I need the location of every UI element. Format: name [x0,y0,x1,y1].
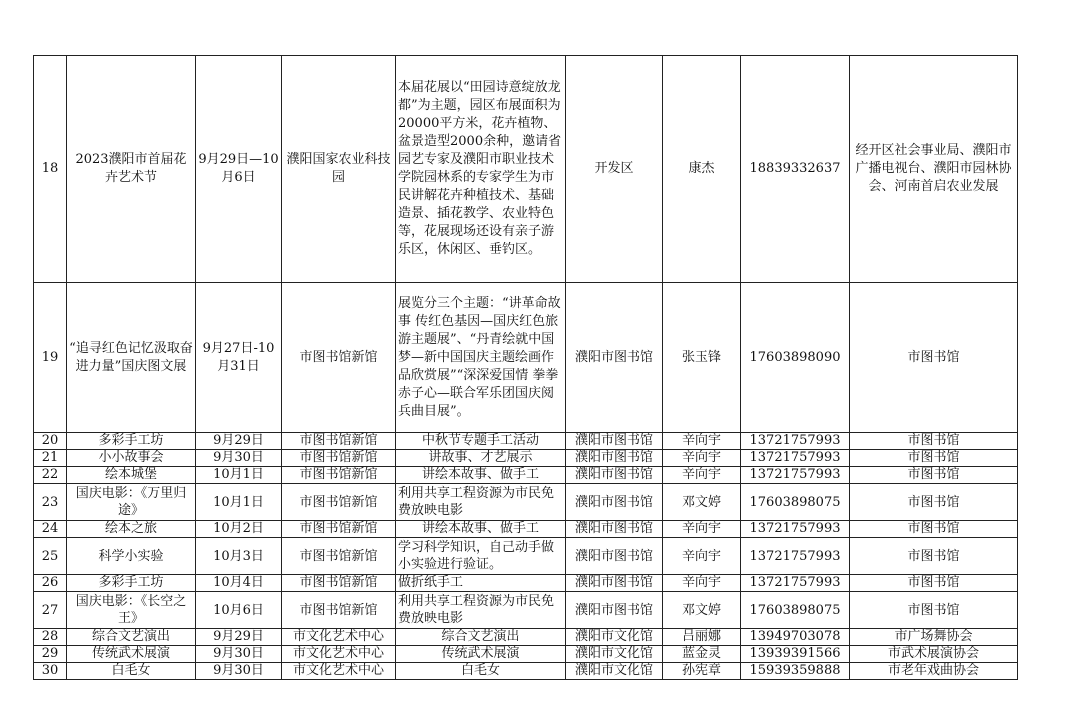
table-row [34,467,1018,484]
contact-person: 孙宪章 [663,663,741,680]
contact-phone: 18839332637 [741,56,850,283]
contact-phone: 15939359888 [741,663,850,680]
activity-venue: 市图书馆新馆 [282,467,396,484]
contact-person: 辛向宇 [663,467,741,484]
activity-content: 展览分三个主题：“讲革命故事 传红色基因—国庆红色旅游主题展”、“丹青绘就中国梦—新中国国庆主题绘画作品欣赏展”“深深爱国情 拳拳赤子心—联合军乐团国庆阅兵曲目展”。 [396,283,566,433]
partner-units: 市图书馆 [850,433,1018,450]
contact-person: 辛向宇 [663,538,741,575]
table-row [34,663,1018,680]
contact-person: 辛向宇 [663,433,741,450]
activity-name: 绘本城堡 [67,467,196,484]
partner-units: 市图书馆 [850,575,1018,592]
organizer: 濮阳市图书馆 [566,467,663,484]
activity-venue: 濮阳国家农业科技园 [282,56,396,283]
activity-name: 白毛女 [67,663,196,680]
partner-units: 市图书馆 [850,467,1018,484]
organizer: 开发区 [566,56,663,283]
activity-content: 利用共享工程资源为市民免费放映电影 [396,484,566,521]
activity-venue: 市图书馆新馆 [282,433,396,450]
table-row [34,575,1018,592]
activity-date: 10月1日 [196,484,282,521]
organizer: 濮阳市图书馆 [566,484,663,521]
activity-date: 10月6日 [196,592,282,629]
contact-phone: 13721757993 [741,521,850,538]
activity-content: 中秋节专题手工活动 [396,433,566,450]
activity-venue: 市图书馆新馆 [282,521,396,538]
contact-phone: 13721757993 [741,575,850,592]
table-row [34,484,1018,521]
organizer: 濮阳市图书馆 [566,592,663,629]
activity-content: 讲故事、才艺展示 [396,450,566,467]
partner-units: 市图书馆 [850,538,1018,575]
activity-name: 2023濮阳市首届花卉艺术节 [67,56,196,283]
contact-person: 邓文婷 [663,592,741,629]
organizer: 濮阳市图书馆 [566,450,663,467]
organizer: 濮阳市文化馆 [566,646,663,663]
activity-venue: 市文化艺术中心 [282,663,396,680]
activity-name: “追寻红色记忆汲取奋进力量”国庆图文展 [67,283,196,433]
partner-units: 经开区社会事业局、濮阳市广播电视台、濮阳市园林协会、河南首启农业发展 [850,56,1018,283]
activity-content: 利用共享工程资源为市民免费放映电影 [396,592,566,629]
contact-phone: 13949703078 [741,629,850,646]
partner-units: 市武术展演协会 [850,646,1018,663]
activity-venue: 市图书馆新馆 [282,538,396,575]
table-row [34,592,1018,629]
contact-person: 辛向宇 [663,521,741,538]
activity-name: 国庆电影：《万里归途》 [67,484,196,521]
activity-venue: 市图书馆新馆 [282,450,396,467]
activity-name: 小小故事会 [67,450,196,467]
row-number: 26 [34,575,67,592]
activity-name: 国庆电影：《长空之王》 [67,592,196,629]
table-row [34,646,1018,663]
activity-date: 9月30日 [196,663,282,680]
activity-date: 9月29日 [196,629,282,646]
activity-name: 多彩手工坊 [67,575,196,592]
activity-venue: 市图书馆新馆 [282,592,396,629]
contact-phone: 13721757993 [741,450,850,467]
row-number: 30 [34,663,67,680]
activity-date: 9月29日—10月6日 [196,56,282,283]
activity-content: 传统武术展演 [396,646,566,663]
contact-person: 邓文婷 [663,484,741,521]
activity-date: 10月1日 [196,467,282,484]
partner-units: 市图书馆 [850,283,1018,433]
partner-units: 市图书馆 [850,521,1018,538]
organizer: 濮阳市图书馆 [566,433,663,450]
contact-phone: 13721757993 [741,433,850,450]
contact-phone: 17603898075 [741,592,850,629]
row-number: 29 [34,646,67,663]
contact-phone: 13939391566 [741,646,850,663]
activity-name: 科学小实验 [67,538,196,575]
activity-date: 9月27日-10月31日 [196,283,282,433]
organizer: 濮阳市图书馆 [566,283,663,433]
row-number: 22 [34,467,67,484]
row-number: 18 [34,56,67,283]
activity-venue: 市文化艺术中心 [282,646,396,663]
activity-name: 绘本之旅 [67,521,196,538]
activity-content: 本届花展以“田园诗意绽放龙都”为主题，园区布展面积为20000平方米，花卉植物、盆景造型2000余种，邀请省园艺专家及濮阳市职业技术学院园林系的专家学生为市民讲解花卉种植技术、基础造景、插花教学、农业特色等，花展现场还设有亲子游乐区，休闲区、垂钓区。 [396,56,566,283]
contact-phone: 13721757993 [741,538,850,575]
activity-venue: 市图书馆新馆 [282,484,396,521]
contact-phone: 17603898075 [741,484,850,521]
activity-name: 综合文艺演出 [67,629,196,646]
row-number: 27 [34,592,67,629]
activity-name: 多彩手工坊 [67,433,196,450]
contact-phone: 17603898090 [741,283,850,433]
row-number: 24 [34,521,67,538]
partner-units: 市图书馆 [850,450,1018,467]
partner-units: 市老年戏曲协会 [850,663,1018,680]
contact-person: 蓝金灵 [663,646,741,663]
activity-date: 10月4日 [196,575,282,592]
table-row [34,56,1018,283]
activity-date: 9月29日 [196,433,282,450]
organizer: 濮阳市图书馆 [566,521,663,538]
activity-content: 讲绘本故事、做手工 [396,521,566,538]
activity-date: 9月30日 [196,646,282,663]
row-number: 28 [34,629,67,646]
partner-units: 市图书馆 [850,484,1018,521]
row-number: 25 [34,538,67,575]
partner-units: 市图书馆 [850,592,1018,629]
row-number: 20 [34,433,67,450]
table-row [34,538,1018,575]
partner-units: 市广场舞协会 [850,629,1018,646]
activity-date: 10月3日 [196,538,282,575]
activity-venue: 市图书馆新馆 [282,283,396,433]
contact-person: 康杰 [663,56,741,283]
activity-table [33,55,1018,680]
row-number: 21 [34,450,67,467]
contact-person: 张玉锋 [663,283,741,433]
table-row [34,521,1018,538]
organizer: 濮阳市文化馆 [566,629,663,646]
activity-venue: 市文化艺术中心 [282,629,396,646]
activity-date: 9月30日 [196,450,282,467]
row-number: 23 [34,484,67,521]
organizer: 濮阳市图书馆 [566,575,663,592]
contact-phone: 13721757993 [741,467,850,484]
contact-person: 辛向宇 [663,575,741,592]
table-row [34,450,1018,467]
contact-person: 辛向宇 [663,450,741,467]
activity-content: 综合文艺演出 [396,629,566,646]
table-row [34,283,1018,433]
activity-name: 传统武术展演 [67,646,196,663]
activity-content: 学习科学知识，自己动手做小实验进行验证。 [396,538,566,575]
table-row [34,629,1018,646]
activity-content: 做折纸手工 [396,575,566,592]
organizer: 濮阳市图书馆 [566,538,663,575]
contact-person: 吕丽娜 [663,629,741,646]
activity-venue: 市图书馆新馆 [282,575,396,592]
activity-date: 10月2日 [196,521,282,538]
organizer: 濮阳市文化馆 [566,663,663,680]
activity-content: 白毛女 [396,663,566,680]
row-number: 19 [34,283,67,433]
table-row [34,433,1018,450]
activity-content: 讲绘本故事、做手工 [396,467,566,484]
